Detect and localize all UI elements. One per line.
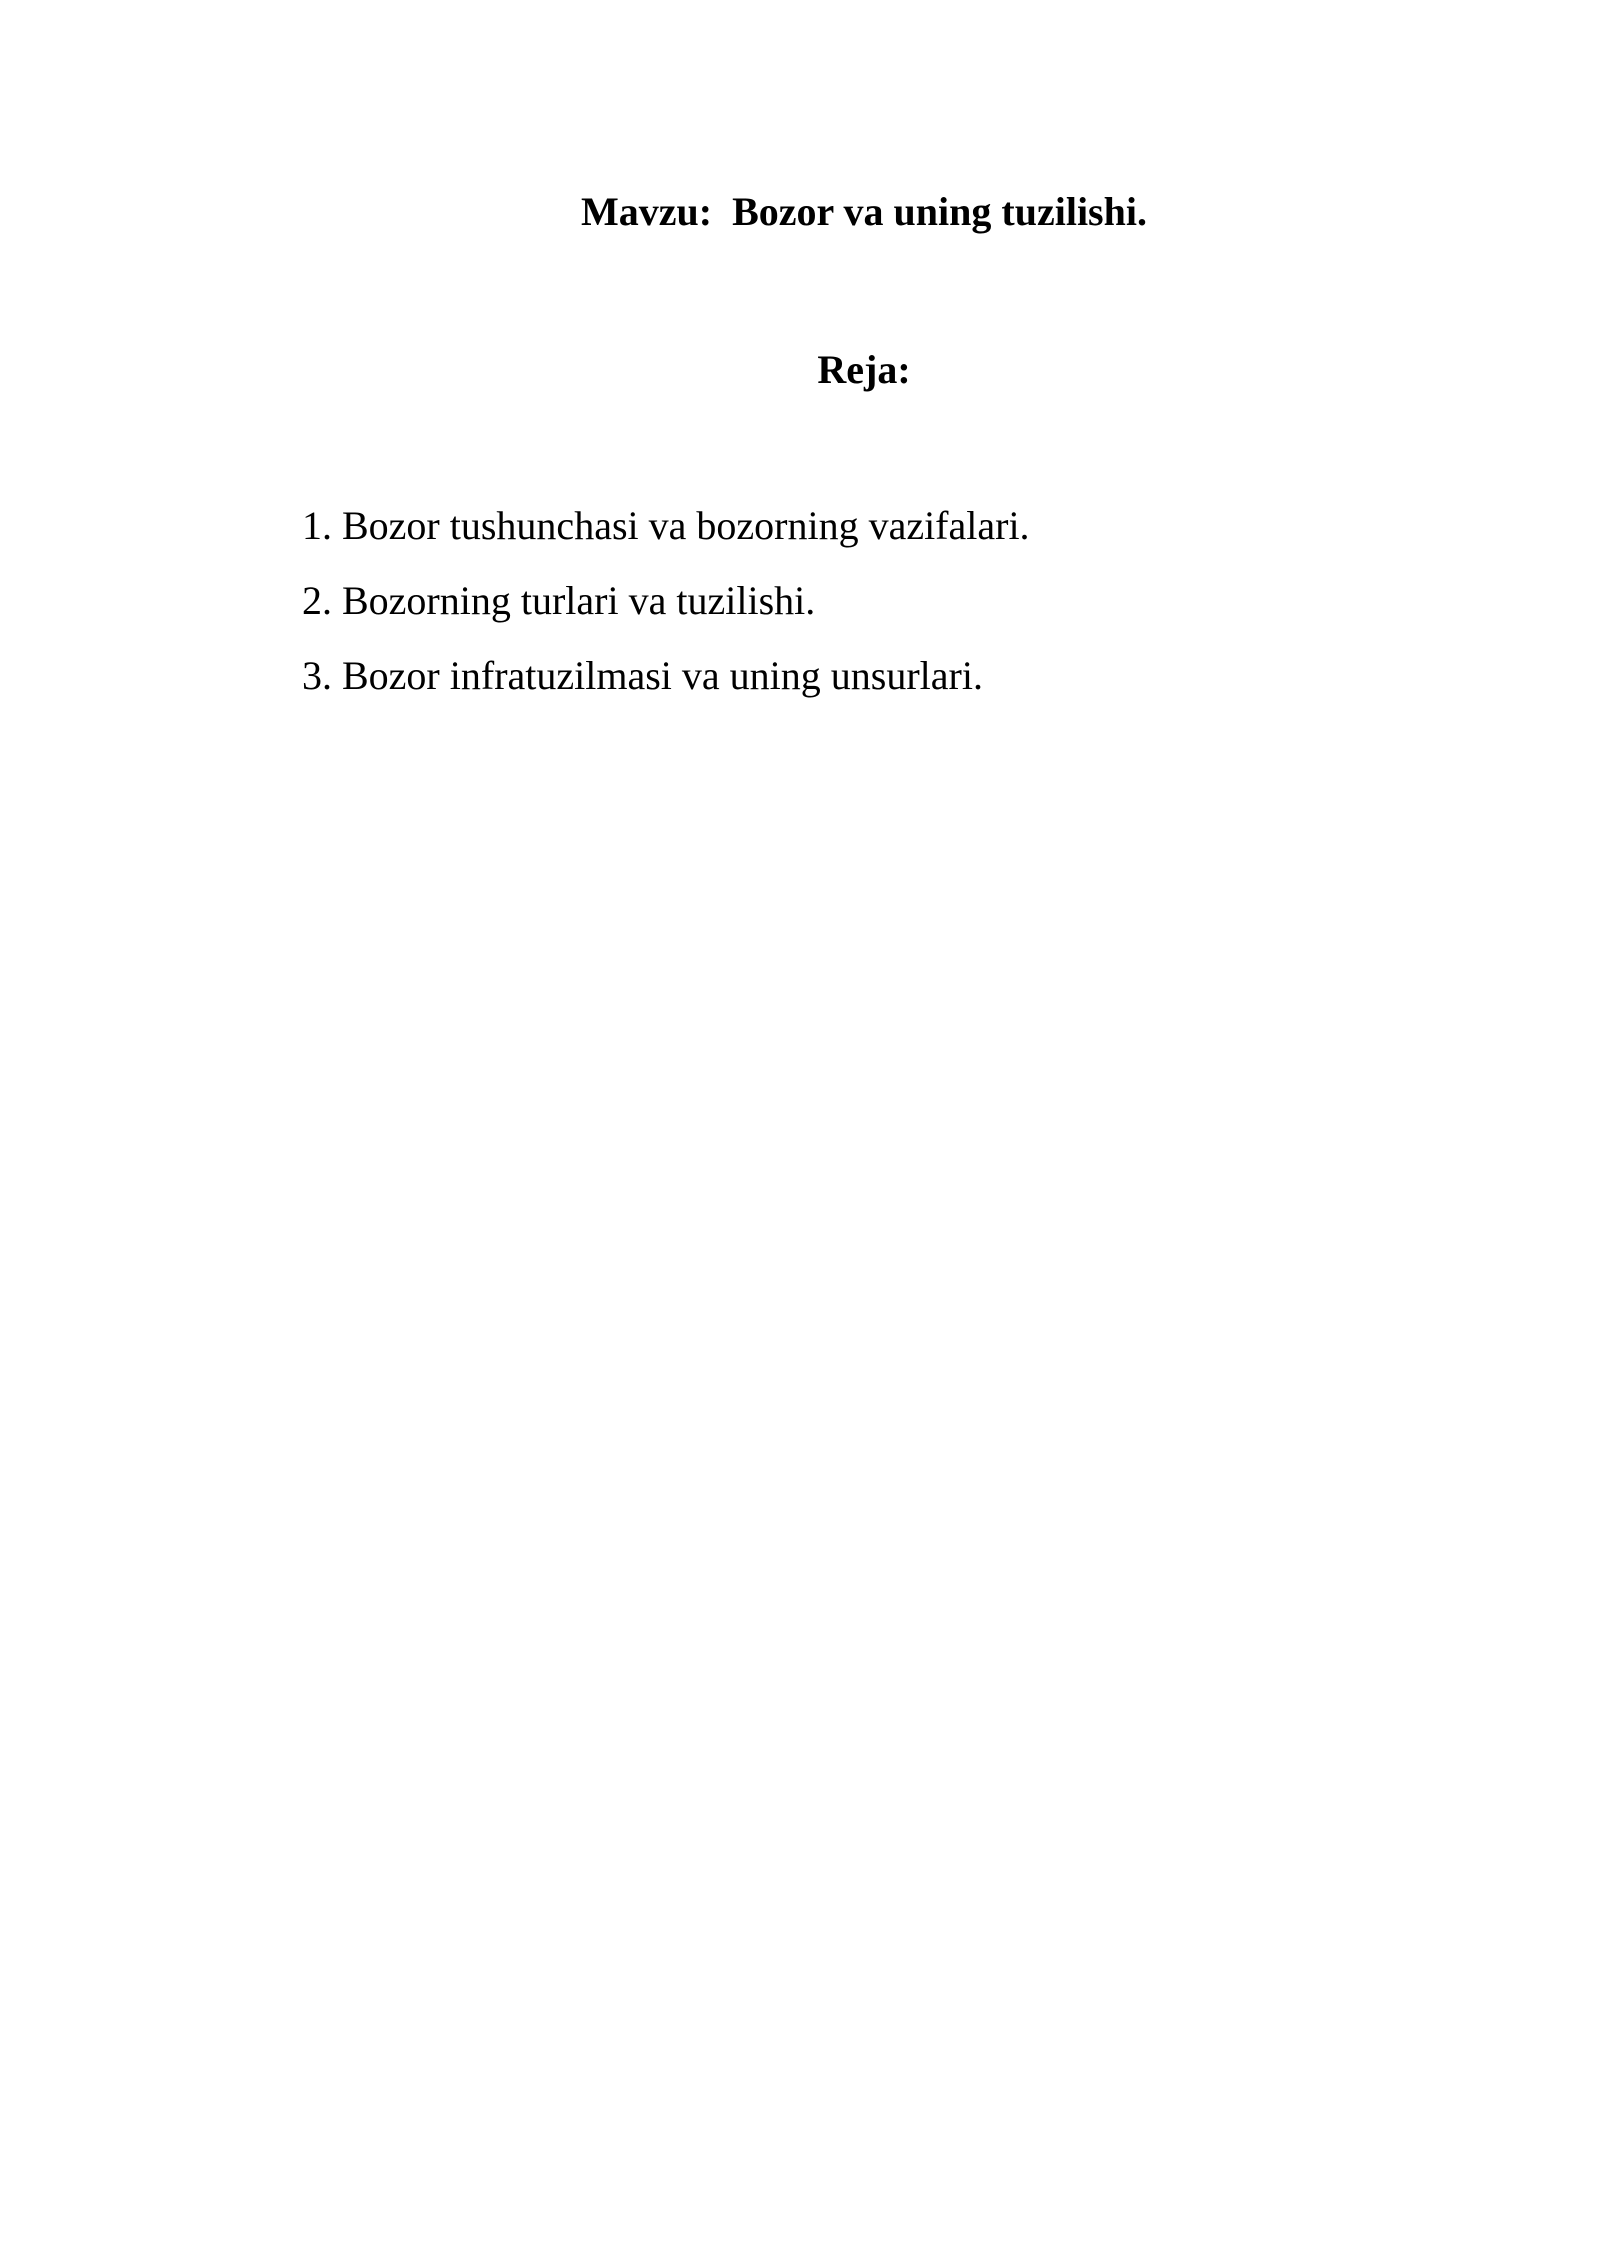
plan-list xyxy=(302,488,1030,713)
plan-item: 2. Bozorning turlari va tuzilishi. xyxy=(302,578,816,623)
plan-item: 1. Bozor tushunchasi va bozorning vazifalari. xyxy=(302,503,1030,548)
document-title: Mavzu: Bozor va uning tuzilishi. xyxy=(581,189,1147,234)
plan-heading: Reja: xyxy=(817,347,911,392)
plan-item: 3. Bozor infratuzilmasi va uning unsurlari. xyxy=(302,653,983,698)
